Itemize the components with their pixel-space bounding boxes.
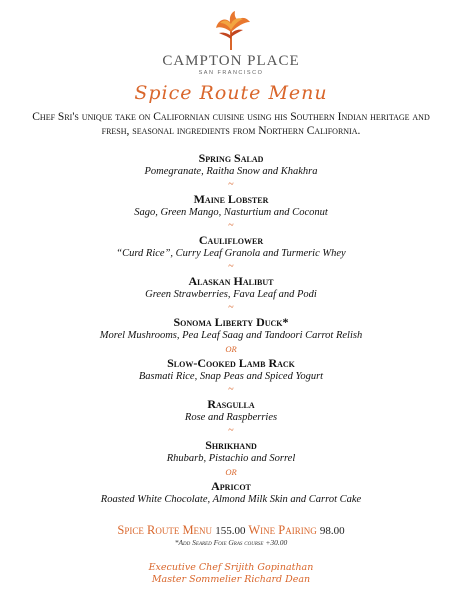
course-separator: ~ (228, 261, 234, 272)
course-separator: ~ (228, 220, 234, 231)
restaurant-logo (0, 10, 462, 77)
course-description: Rose and Raspberries (184, 412, 278, 423)
course-description: Basmati Rice, Snap Peas and Spiced Yogurt (138, 371, 324, 382)
credits (0, 562, 462, 586)
course-description: Pomegranate, Raitha Snow and Khakhra (144, 166, 318, 177)
wine-pairing-label: Wine Pairing (248, 523, 317, 537)
menu-title: Spice Route Menu (134, 82, 328, 104)
course-name: Spring Salad (198, 151, 264, 165)
course-separator: ~ (228, 425, 234, 436)
wine-pairing-price: 98.00 (319, 525, 345, 537)
restaurant-name: CAMPTON PLACE (162, 53, 300, 69)
sommelier-credit: Master Sommelier Richard Dean (151, 574, 311, 585)
chef-credit: Executive Chef Srijith Gopinathan (148, 562, 314, 573)
course-description: Rhubarb, Pistachio and Sorrel (166, 453, 296, 464)
course-name: Maine Lobster (193, 192, 269, 206)
flame-tree-icon (208, 10, 254, 52)
course-name: Apricot (211, 479, 251, 493)
course-separator: ~ (228, 302, 234, 313)
course-description: Green Strawberries, Fava Leaf and Podi (145, 289, 317, 300)
course-description: Sago, Green Mango, Nasturtium and Coconut (134, 207, 328, 218)
menu-price: 155.00 (215, 525, 246, 537)
course-name: Sonoma Liberty Duck* (173, 315, 289, 329)
course-name: Slow-Cooked Lamb Rack (167, 356, 295, 370)
course-name: Alaskan Halibut (188, 274, 274, 288)
course-name: Cauliflower (198, 233, 264, 247)
foie-gras-addon: *Add Seared Foie Gras course +30.00 (174, 538, 288, 547)
course-description: “Curd Rice”, Curry Leaf Granola and Turmeric Whey (116, 248, 346, 259)
course-name: Shrikhand (205, 438, 257, 452)
restaurant-city: SAN FRANCISCO (198, 70, 264, 76)
course-separator: ~ (228, 179, 234, 190)
course-separator: ~ (228, 384, 234, 395)
menu-intro: Chef Sri's unique take on Californian cuisine using his Southern Indian heritage and fresh, seasonal ingredients from Northern California. (32, 111, 430, 137)
menu-price-label: Spice Route Menu (117, 523, 213, 537)
menu-price-line (0, 523, 462, 538)
course-description: Morel Mushrooms, Pea Leaf Saag and Tandoori Carrot Relish (99, 330, 363, 341)
course-or-separator: OR (225, 467, 237, 477)
course-or-separator: OR (225, 344, 237, 354)
course-list (0, 151, 462, 506)
course-name: Rasgulla (207, 397, 255, 411)
course-description: Roasted White Chocolate, Almond Milk Skin and Carrot Cake (100, 494, 362, 505)
